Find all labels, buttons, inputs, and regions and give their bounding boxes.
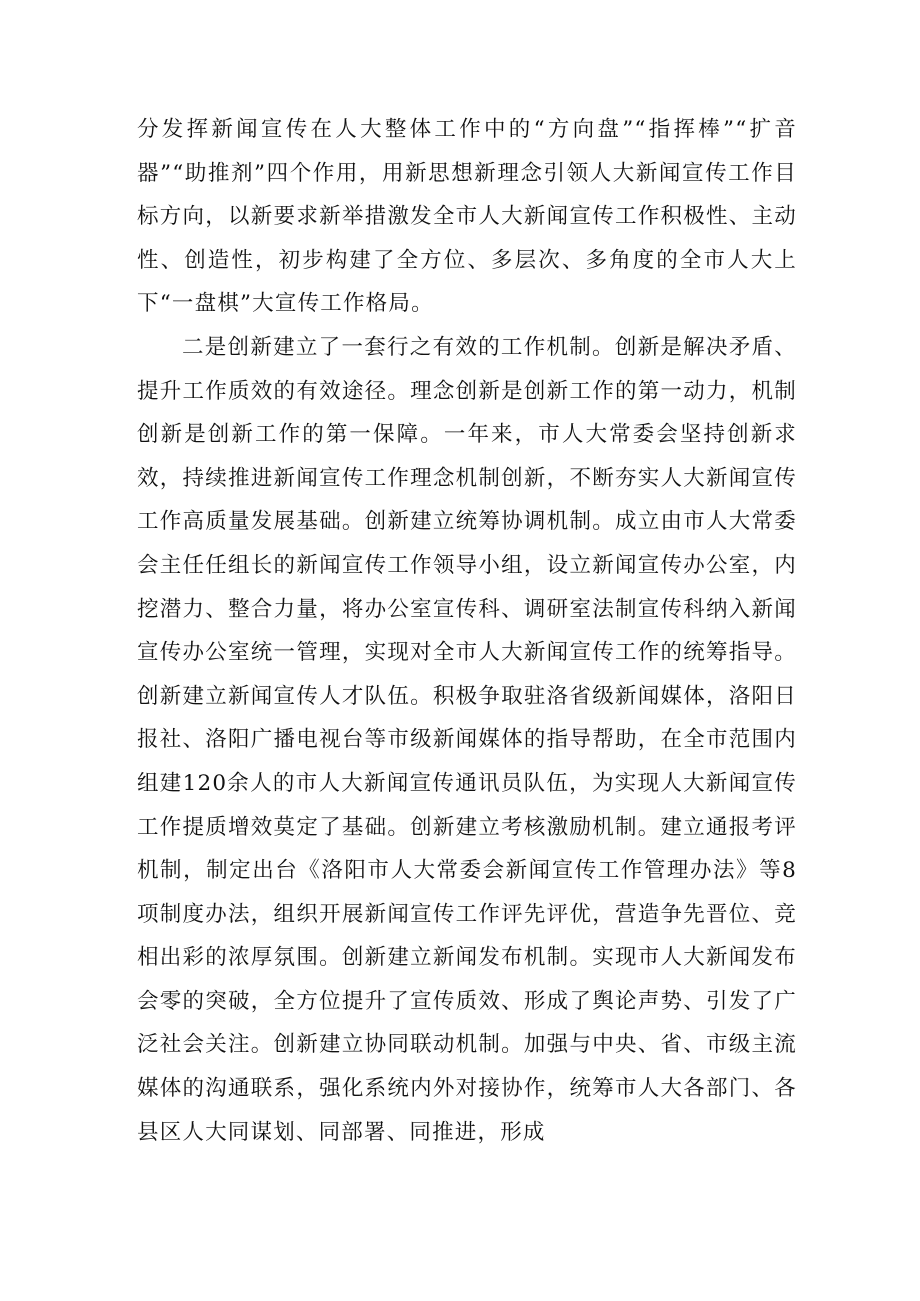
paragraph-continuation: 分发挥新闻宣传在人大整体工作中的“方向盘”“指挥棒”“扩音器”“助推剂”四个作用，用新思想新理念引领人大新闻宣传工作目标方向，以新要求新举措激发全市人大新闻宣传工作积极性、主动性、创造性，初步构建了全方位、多层次、多角度的全市人大上下“一盘棋”大宣传工作格局。 bbox=[137, 117, 797, 317]
paragraph-second-point: 二是创新建立了一套行之有效的工作机制。创新是解决矛盾、提升工作质效的有效途径。理念创新是创新工作的第一动力，机制创新是创新工作的第一保障。一年来，市人大常委会坚持创新求效，持续推进新闻宣传工作理念机制创新，不断夯实人大新闻宣传工作高质量发展基础。创新建立统筹协调机制。成立由市人大常委会主任任组长的新闻宣传工作领导小组，设立新闻宣传办公室，内挖潜力、整合力量，将办公室宣传科、调研室法制宣传科纳入新闻宣传办公室统一管理，实现对全市人大新闻宣传工作的统筹指导。创新建立新闻宣传人才队伍。积极争取驻洛省级新闻媒体，洛阳日报社、洛阳广播电视台等市级新闻媒体的指导帮助，在全市范围内组建120余人的市人大新闻宣传通讯员队伍，为实现人大新闻宣传工作提质增效莫定了基础。创新建立考核激励机制。建立通报考评机制，制定出台《洛阳市人大常委会新闻宣传工作管理办法》等8项制度办法，组织开展新闻宣传工作评先评优，营造争先晋位、竞相出彩的浓厚氛围。创新建立新闻发布机制。实现市人大新闻发布会零的突破，全方位提升了宣传质效、形成了舆论声势、引发了广泛社会关注。创新建立协同联动机制。加强与中央、省、市级主流媒体的沟通联系，强化系统内外对接协作，统筹市人大各部门、各县区人大同谋划、同部署、同推进，形成 bbox=[137, 334, 797, 1145]
document-body bbox=[137, 108, 797, 1154]
